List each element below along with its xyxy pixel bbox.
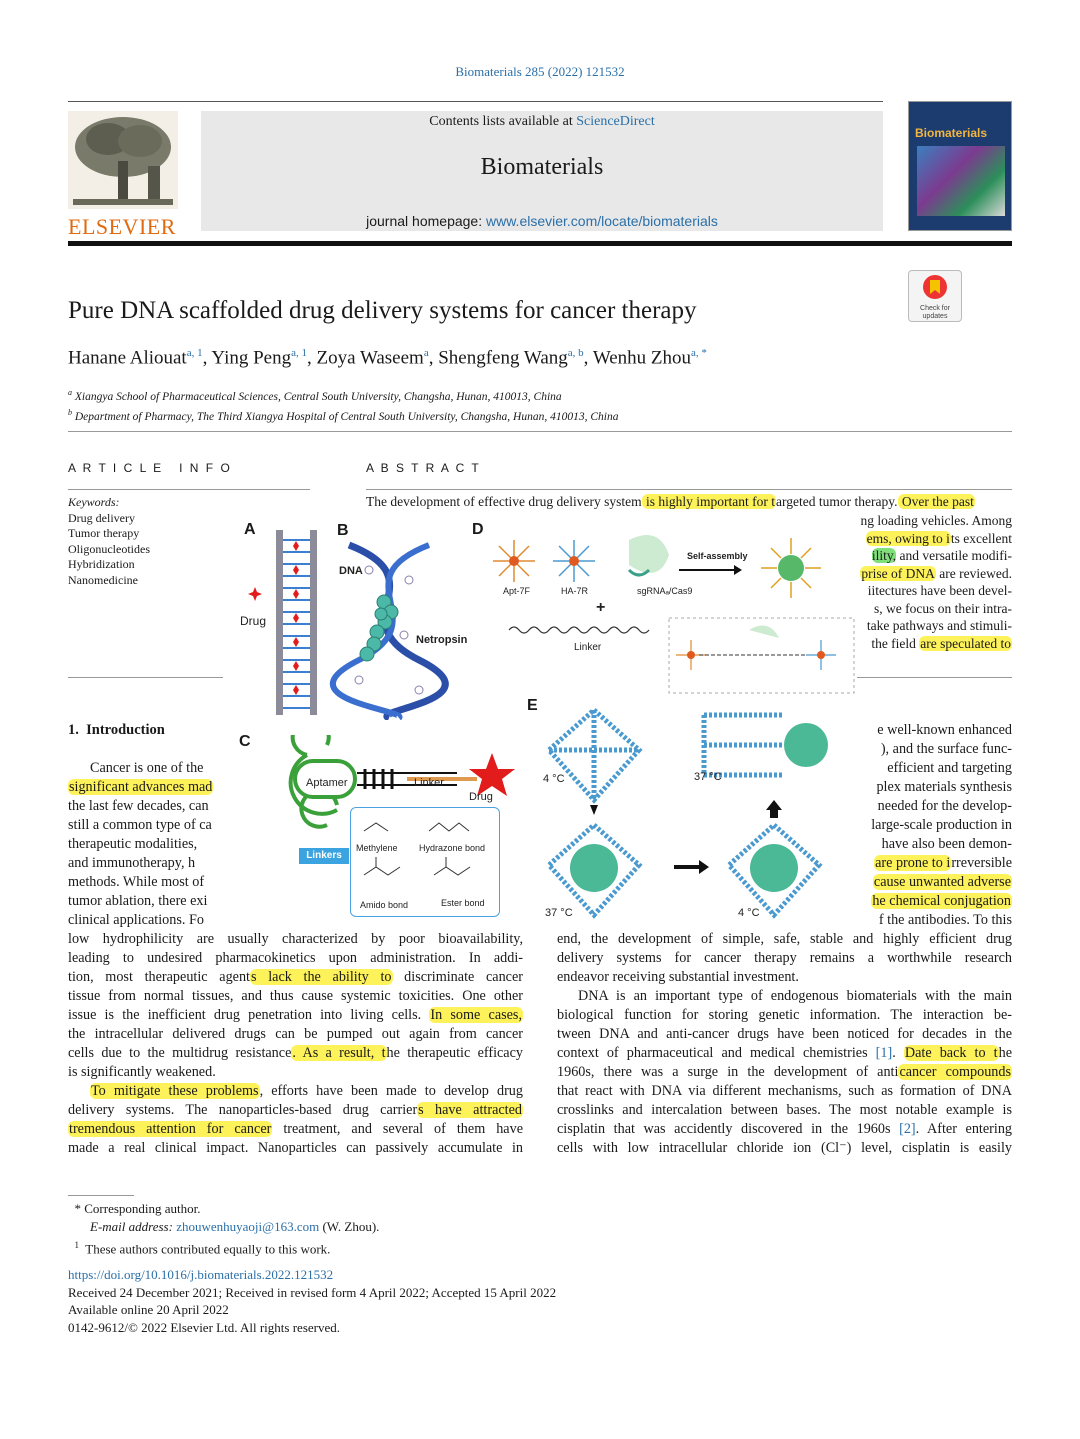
author-3: Zoya Waseem [316,347,424,369]
received-line: Received 24 December 2021; Received in revised form 4 April 2022; Accepted 15 April 2022 [68,1284,557,1300]
keyword-5: Nanomedicine [68,572,138,587]
author-3-sup[interactable]: a [423,347,429,359]
keyword-3: Oligonucleotides [68,541,150,556]
contents-line: Contents lists available at ScienceDirect [429,114,655,129]
author-5: Wenhu Zhou [592,347,692,369]
dna-ladder-drug-icon [274,530,319,715]
author-4-sup[interactable]: a, b [567,347,584,359]
article-info-heading: A R T I C L E I N F O [68,461,232,475]
doi-link[interactable]: https://doi.org/10.1016/j.biomaterials.2022.121532 [68,1267,334,1282]
plus-sign: + [596,599,606,616]
author-1-sup[interactable]: a, 1 [186,347,203,359]
intro-heading: 1. Introduction [68,722,165,738]
abstract-heading: A B S T R A C T [366,461,481,475]
author-list: Hanane Aliouat$^{a, 1}$, Ying Peng$^{a, 1}$, Zoya Waseem$^a$, Shengfeng Wang$^{a, b}$, Wenhu Zhou$^{a, *}$ [68,347,707,369]
temp-37c-bottom: 37 °C [545,907,573,919]
apt7f-label: Apt-7F [503,586,531,596]
affiliation-b: $^b$ Department of Pharmacy, The Third Xiangya Hospital of Central South University, Changsha, Hunan, 410013, China [68,407,619,423]
check-updates-line1: Check for [920,305,950,312]
keyword-4: Hybridization [68,557,135,571]
self-assembly-label: Self-assembly [687,551,748,561]
footnote-rule [68,1195,134,1196]
copyright-line: 0142-9612/© 2022 Elsevier Ltd. All rights reserved. [68,1319,340,1335]
panel-d-linker-label: Linker [574,642,602,653]
check-for-updates-badge[interactable] [908,270,962,322]
corresponding-note: * Corresponding author. [68,1201,201,1216]
panel-b-dna-label: DNA [339,565,363,577]
author-1: Hanane Aliouat [68,347,187,369]
panel-b-netropsin-label: Netropsin [416,634,468,646]
equal-contribution-note: $^1$ These authors contributed equally to this work. [74,1240,331,1257]
email-link[interactable]: zhouwenhuyaoji@163.com [176,1219,320,1234]
abstract-right-fragment: ng loading vehicles. Among ems, owing to its excellent ility, and versatile modifi- prise of DNA are reviewed. iitectures have been devel- s, we focus on their intra- take pathways and stimuli- the field are speculated to [860,513,1012,651]
panel-label-e: E [527,697,538,714]
cover-image [917,146,1005,216]
check-updates-line2: updates [922,313,948,320]
elsevier-tree-icon [68,111,178,209]
email-note: E-mail address: zhouwenhuyaoji@163.com (W. Zhou). [90,1219,380,1234]
temp-37c-top: 37 °C [694,771,722,783]
abstract-bottom-rule [856,677,1012,678]
publisher-name: ELSEVIER [68,214,176,239]
linkers-tag: Linkers [299,848,349,864]
panel-label-b: B [337,522,349,539]
intro-right-partial: e well-known enhanced ), and the surface func- efficient and targeting plex materials synthesis needed for the develop- large-scale production in have also been demon- are prone to irreversible cause unwanted adverse he chemical conjugation f the antibodies. To this [871,722,1012,928]
panel-label-a: A [244,521,256,538]
journal-name: Biomaterials [480,154,604,180]
amido-label: Amido bond [360,900,409,910]
panel-c-linker-label: Linker [414,777,444,789]
panel-a-drug-label: Drug [240,614,267,628]
methylene-label: Methylene [356,843,398,853]
keyword-1: Drug delivery [68,510,135,525]
ha7r-label: HA-7R [561,586,589,596]
abstract-first-line: The development of effective drug delivery system is highly important for targeted tumor therapy. Over the past [366,494,974,509]
journal-citation[interactable]: Biomaterials 285 (2022) 121532 [455,64,625,79]
self-assembly-scheme-icon [479,530,859,700]
journal-header-box [201,111,883,231]
author-5-sup[interactable]: a, * [691,347,707,359]
article-info-rule [68,489,310,490]
article-info-bottom-rule [68,677,223,678]
temp-4c-top: 4 °C [543,773,565,785]
journal-cover[interactable] [908,101,1012,231]
intro-left-column: low hydrophilicity are usually characterized by poor bioavailability, leading to undesired pharmacokinetics upon administration. In addi- tion, most therapeutic agents lack the ability to discriminate cancer tissue from normal tissues, and thus cause systemic toxicities. One other issue is the inefficient drug penetration into living cells. In some cases, the intracellular delivered drugs can be pumped out again from cancer cells due to the multidrug resistance. As a result, the therapeutic efficacy is significantly weakened. To mitigate these problems, efforts have been made to develop drug delivery systems. The nanoparticles-based drug carriers have attracted tremendous attention for cancer treatment, and several of them have made a real clinical impact. Nanoparticles can passively accumulate in [68,931,523,1156]
keyword-2: Tumor therapy [68,526,140,540]
article-title: Pure DNA scaffolded drug delivery systems for cancer therapy [68,297,697,324]
keywords-block [68,495,150,588]
temp-4c-bottom: 4 °C [738,907,760,919]
author-2: Ying Peng [211,347,292,369]
sciencedirect-link[interactable]: ScienceDirect [576,114,655,129]
homepage-line: journal homepage: www.elsevier.com/locate/biomaterials [366,213,718,229]
panel-label-d: D [472,521,484,538]
affiliation-a: $^a$ Xiangya School of Pharmaceutical Sciences, Central South University, Changsha, Hunan, 410013, China [68,388,562,403]
panel-c-drug-label: Drug [469,791,493,803]
header-thick-rule [68,241,1012,246]
ester-label: Ester bond [441,898,485,908]
bookmark-icon [922,274,948,300]
panel-c-aptamer-label: Aptamer [306,777,348,789]
abstract-rule [366,489,1012,490]
panel-label-c: C [239,733,251,750]
hydrazone-label: Hydrazone bond [419,843,486,853]
dna-cage-temperature-icon [544,705,859,925]
affiliation-rule [68,431,1012,432]
author-2-sup[interactable]: a, 1 [291,347,307,359]
author-4: Shengfeng Wang [438,347,568,369]
elsevier-logo [68,111,178,239]
intro-left-partial: Cancer is one of the significant advances mad the last few decades, can still a common type of ca therapeutic modalities, and immunotherapy, h methods. While most of tumor ablation, there exi clinical applications. Fo [68,760,213,928]
keywords-label: Keywords: [68,495,120,509]
intro-right-column: end, the development of simple, safe, stable and highly efficient drug delivery systems for cancer therapy remains a worthwhile research endeavor receiving substantial investment. DNA is an important type of endogenous biomaterials with the main biological function for storing genetic information. The interaction be- tween DNA and anti-cancer drugs have been noticed for decades in the context of pharmaceutical and medical chemistries [1]. Date back to the 1960s, there was a surge in the development of anticancer compounds that react with DNA via different mechanisms, such as formation of DNA crosslinks and intercalation between bases. The most notable example is cisplatin that was accidently discovered in the 1960s [2]. After entering cells with low intracellular chloride ion (Cl⁻) level, cisplatin is easily [557,931,1012,1156]
header-top-rule [68,101,883,102]
affiliations [68,385,618,425]
cover-title: Biomaterials [915,126,988,140]
homepage-link[interactable]: www.elsevier.com/locate/biomaterials [486,213,718,229]
overlay-figure [229,515,857,927]
footnotes [68,1200,379,1258]
available-line: Available online 20 April 2022 [68,1302,229,1317]
drug-star-icon [248,587,262,601]
article-dates [68,1266,556,1336]
sgrna-label: sgRNAₐ/Cas9 [637,586,693,596]
